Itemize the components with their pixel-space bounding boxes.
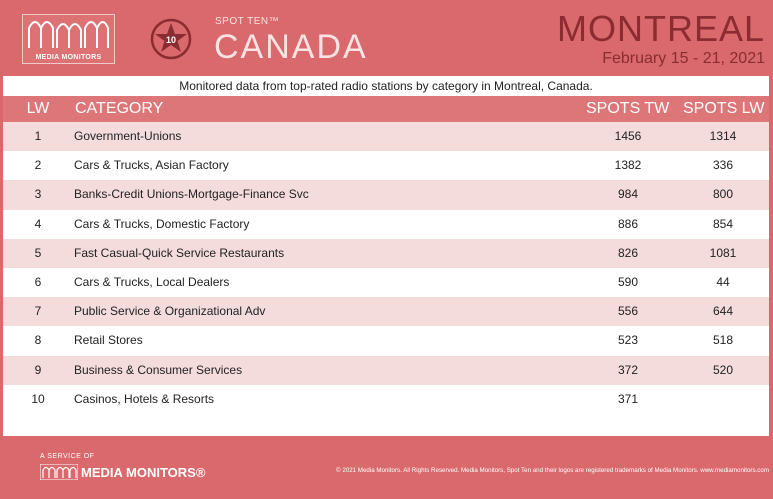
table-row xyxy=(3,268,769,297)
subtitle: Monitored data from top-rated radio stations by category in Montreal, Canada. xyxy=(3,76,769,96)
table-row xyxy=(3,239,769,268)
category-cell: Fast Casual-Quick Service Restaurants xyxy=(74,245,285,260)
spots-tw-cell: 886 xyxy=(617,216,639,231)
table-row xyxy=(3,297,769,326)
header xyxy=(0,0,773,76)
spots-lw-cell: 520 xyxy=(712,362,734,377)
rank-cell: 7 xyxy=(34,304,42,319)
rank-cell: 2 xyxy=(34,158,42,173)
header-spots-tw: SPOTS TW xyxy=(586,100,670,117)
spots-tw-cell: 590 xyxy=(617,274,639,289)
category-cell: Government-Unions xyxy=(74,129,182,143)
header-category: CATEGORY xyxy=(75,100,164,117)
rank-cell: 4 xyxy=(34,216,42,231)
spots-lw-cell: 1314 xyxy=(709,129,737,143)
table-row xyxy=(3,385,769,414)
date-range: February 15 - 21, 2021 xyxy=(602,50,765,67)
rank-cell: 3 xyxy=(34,187,42,202)
table-header xyxy=(3,96,769,122)
media-monitors-logo xyxy=(22,14,115,64)
spots-tw-cell: 1382 xyxy=(614,158,642,173)
footer-brand: MEDIA MONITORS® xyxy=(81,465,206,480)
rank-cell: 1 xyxy=(34,129,42,143)
rank-cell: 6 xyxy=(34,274,42,289)
category-cell: Cars & Trucks, Domestic Factory xyxy=(74,216,250,231)
category-cell: Cars & Trucks, Local Dealers xyxy=(74,274,230,289)
spots-lw-cell: 336 xyxy=(712,158,734,173)
table-row xyxy=(3,210,769,239)
footer xyxy=(0,436,773,499)
table-row xyxy=(3,356,769,385)
waveform-icon xyxy=(27,18,110,52)
category-cell: Retail Stores xyxy=(74,333,143,348)
table-row xyxy=(3,326,769,355)
category-cell: Casinos, Hotels & Resorts xyxy=(74,391,215,406)
category-cell: Cars & Trucks, Asian Factory xyxy=(74,158,229,173)
waveform-icon xyxy=(40,464,78,480)
spots-tw-cell: 372 xyxy=(617,362,639,377)
spots-tw-cell: 984 xyxy=(617,187,639,202)
spots-tw-cell: 371 xyxy=(617,391,639,406)
spots-lw-cell: 518 xyxy=(712,333,734,348)
header-spots-lw: SPOTS LW xyxy=(683,100,765,117)
spots-lw-cell: 1081 xyxy=(709,245,737,260)
category-cell: Public Service & Organizational Adv xyxy=(74,304,266,319)
spot-ten-label: SPOT TEN™ xyxy=(215,16,280,27)
spots-tw-cell: 556 xyxy=(617,304,639,319)
spots-tw-cell: 523 xyxy=(617,333,639,348)
category-cell: Banks-Credit Unions-Mortgage-Finance Svc xyxy=(74,187,309,202)
data-panel xyxy=(3,76,769,436)
country-title: CANADA xyxy=(214,28,368,66)
header-lw: LW xyxy=(26,100,50,117)
category-cell: Business & Consumer Services xyxy=(74,362,243,377)
table-row xyxy=(3,122,769,151)
spots-tw-cell: 1456 xyxy=(614,129,642,143)
spots-lw-cell: 800 xyxy=(712,187,734,202)
rank-cell: 5 xyxy=(34,245,42,260)
spots-lw-cell: 44 xyxy=(716,274,730,289)
spots-lw-cell: 854 xyxy=(712,216,734,231)
spots-tw-cell: 826 xyxy=(617,245,639,260)
spot-ten-star-icon xyxy=(150,18,192,60)
table-row xyxy=(3,151,769,180)
city-title: MONTREAL xyxy=(556,8,765,49)
spots-lw-cell: 644 xyxy=(712,304,734,319)
copyright-notice: © 2021 Media Monitors. All Rights Reserved. Media Monitors, Spot Ten and their logos are registered trademarks of Media Monitors. www.mediamonitors.com xyxy=(336,467,769,474)
table-body xyxy=(3,122,769,414)
table-row xyxy=(3,180,769,209)
logo-text: MEDIA MONITORS xyxy=(35,54,102,61)
service-of-label: A SERVICE OF xyxy=(40,453,95,460)
rank-cell: 9 xyxy=(34,362,42,377)
rank-cell: 8 xyxy=(34,333,42,348)
rank-cell: 10 xyxy=(31,391,45,406)
badge-number: 10 xyxy=(165,35,177,45)
